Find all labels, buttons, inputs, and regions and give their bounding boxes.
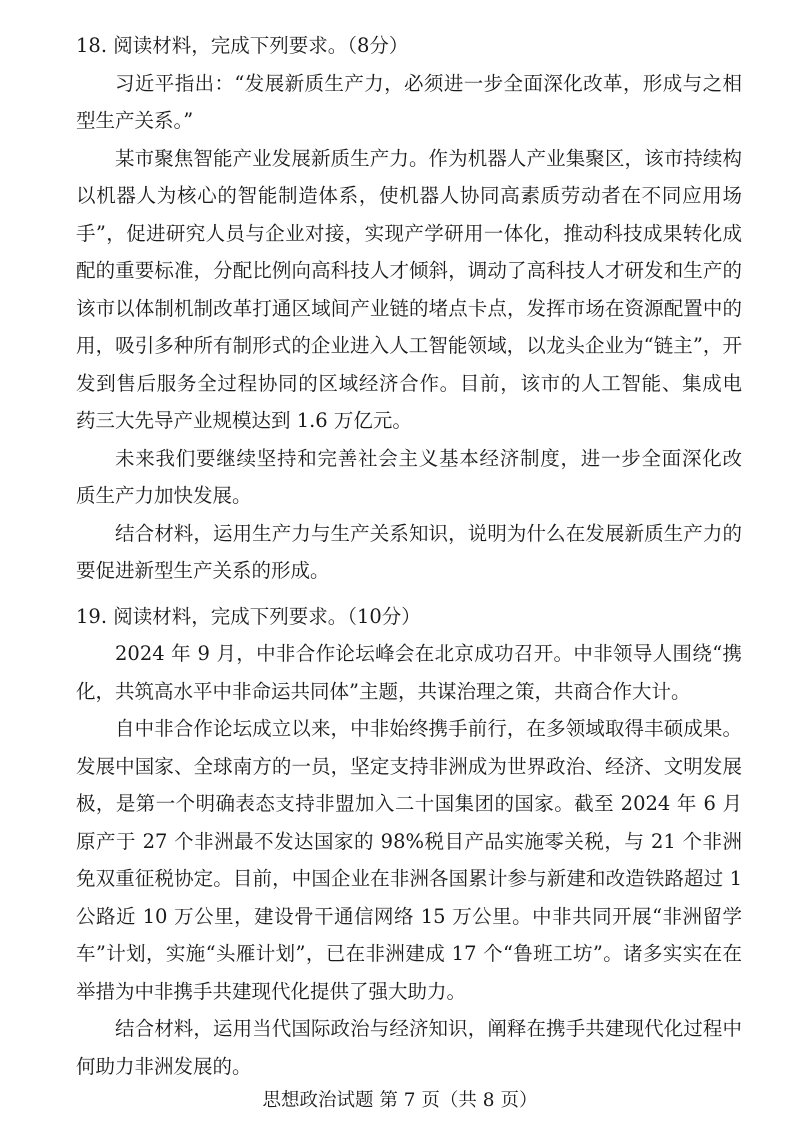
text-line: 型生产关系。” xyxy=(76,109,194,132)
text-line: 公路近 10 万公里，建设骨干通信网络 15 万公里。中非共同开展“非洲留学 xyxy=(76,904,742,928)
text-line: 免双重征税协定。目前，中国企业在非洲各国累计参与新建和改造铁路超过 1 xyxy=(76,867,742,890)
page-footer: 思想政治试题 第 7 页（共 8 页） xyxy=(262,1090,538,1111)
question-18 xyxy=(76,27,742,590)
text-line: 发展中国家、全球南方的一员，坚定支持非洲成为世界政治、经济、文明发展 xyxy=(76,754,742,778)
text-line: 用，吸引多种所有制形式的企业进入人工智能领域，以龙头企业为“链主”，开 xyxy=(76,334,742,357)
text-line: 举措为中非携手共建现代化提供了强大助力。 xyxy=(76,979,467,1003)
text-line: 原产于 27 个非洲最不发达国家的 98%税目产品实施零关税，与 21 个非洲 xyxy=(76,829,742,853)
paragraph xyxy=(76,1010,742,1085)
paragraph xyxy=(76,140,742,440)
text-line: 以机器人为核心的智能制造体系，使机器人协同高素质劳动者在不同应用场 xyxy=(76,184,742,207)
question-19 xyxy=(76,598,742,1086)
question-header: 18. 阅读材料，完成下列要求。（8分） xyxy=(76,34,409,57)
text-line: 该市以体制机制改革打通区域间产业链的堵点卡点，发挥市场在资源配置中的 xyxy=(76,296,742,320)
text-line: 结合材料，运用当代国际政治与经济知识，阐释在携手共建现代化过程中 xyxy=(115,1017,742,1040)
text-line: 化，共筑高水平中非命运共同体”主题，共谋治理之策，共商合作大计。 xyxy=(76,679,691,703)
text-line: 药三大先导产业规模达到 1.6 万亿元。 xyxy=(76,409,412,432)
question-header: 19. 阅读材料，完成下列要求。（10分） xyxy=(76,604,421,628)
text-line: 自中非合作论坛成立以来，中非始终携手前行，在多领域取得丰硕成果。 xyxy=(115,717,742,740)
text-line: 车”计划，实施“头雁计划”，已在非洲建成 17 个“鲁班工坊”。诸多实实在在 xyxy=(76,942,742,965)
text-line: 配的重要标准，分配比例向高科技人才倾斜，调动了高科技人才研发和生产的 xyxy=(76,259,742,282)
text-line: 极，是第一个明确表态支持非盟加入二十国集团的国家。截至 2024 年 6 月 xyxy=(76,792,742,815)
text-line: 习近平指出：“发展新质生产力，必须进一步全面深化改革，形成与之相 xyxy=(115,71,742,95)
text-line: 要促进新型生产关系的形成。 xyxy=(76,559,330,582)
paragraph xyxy=(76,515,742,590)
text-line: 手”，促进研究人员与企业对接，实现产学研用一体化，推动科技成果转化成 xyxy=(76,221,742,245)
text-line: 质生产力加快发展。 xyxy=(76,484,252,507)
paragraph xyxy=(76,635,742,710)
paragraph xyxy=(76,710,742,1010)
text-line: 某市聚焦智能产业发展新质生产力。作为机器人产业集聚区，该市持续构 xyxy=(115,146,742,170)
text-line: 结合材料，运用生产力与生产关系知识，说明为什么在发展新质生产力的 xyxy=(115,521,742,545)
text-line: 2024 年 9 月，中非合作论坛峰会在北京成功召开。中非领导人围绕“携 xyxy=(115,642,742,665)
text-line: 未来我们要继续坚持和完善社会主义基本经济制度，进一步全面深化改 xyxy=(115,446,742,470)
text-line: 发到售后服务全过程协同的区域经济合作。目前，该市的人工智能、集成电 xyxy=(76,371,742,395)
paragraph xyxy=(76,65,742,140)
text-line: 何助力非洲发展的。 xyxy=(76,1054,252,1078)
paragraph xyxy=(76,440,742,515)
exam-page-body xyxy=(76,27,742,1085)
